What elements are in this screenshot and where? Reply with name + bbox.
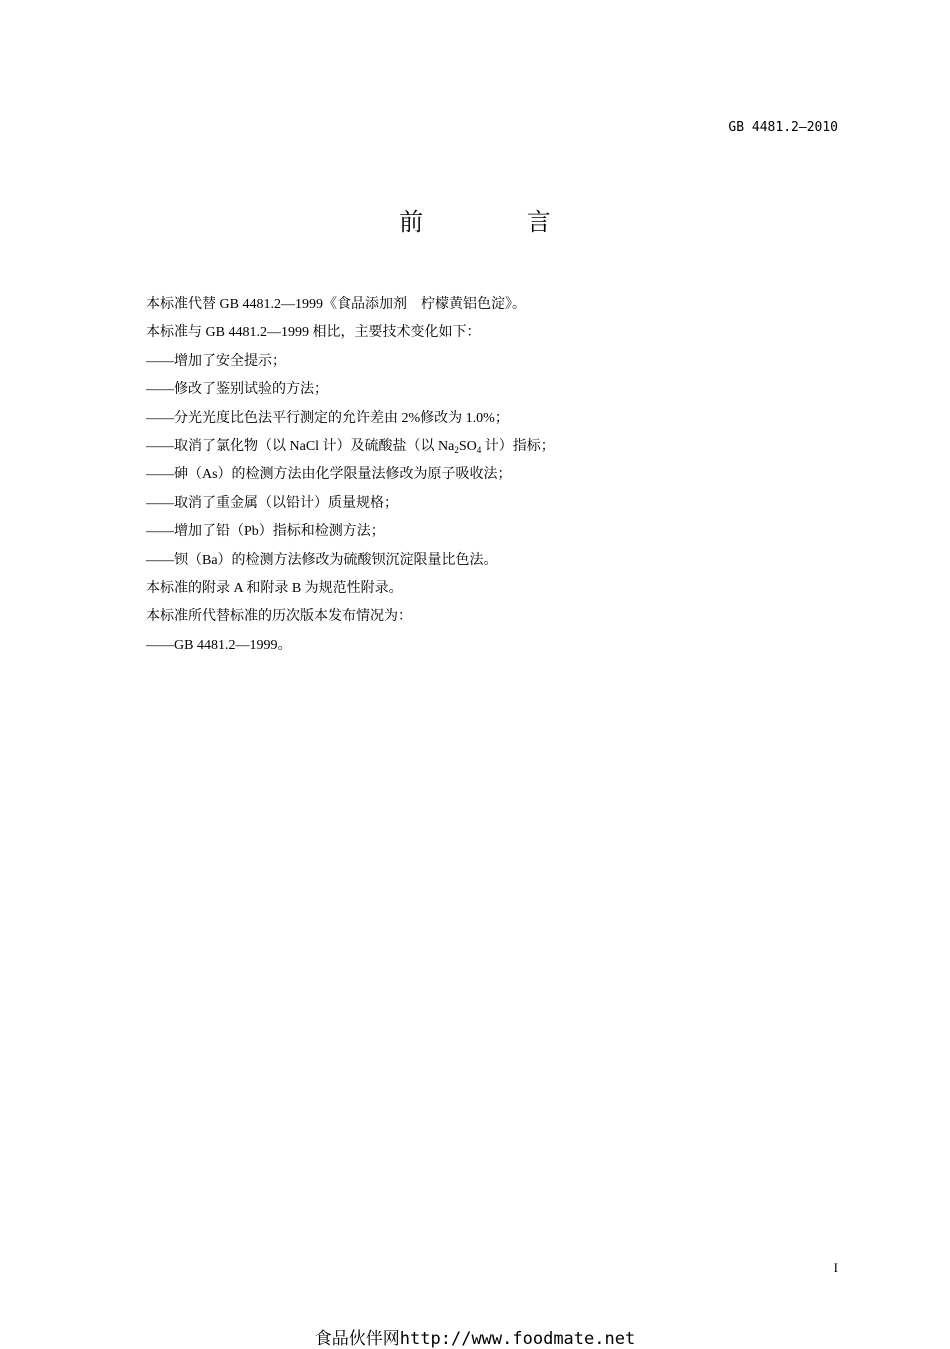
list-item: ——修改了鉴别试验的方法； (146, 382, 328, 398)
list-item: ——砷（As）的检测方法由化学限量法修改为原子吸收法； (146, 467, 512, 483)
list-item: ——钡（Ba）的检测方法修改为硫酸钡沉淀限量比色法。 (146, 552, 498, 568)
list-item (146, 433, 866, 461)
paragraph-replaces: 本标准代替 GB 4481.2—1999《食品添加剂 柠檬黄铝色淀》。 (146, 297, 526, 312)
page-title: 前 言 (399, 208, 599, 236)
subscript: 2 (454, 444, 459, 455)
footer-watermark: 食品伙伴网http://www.foodmate.net (314, 1329, 636, 1349)
list-item: ——GB 4481.2—1999。 (146, 637, 292, 653)
foreword-body (146, 291, 866, 660)
list-item: ——增加了铅（Pb）指标和检测方法； (146, 524, 385, 540)
paragraph-changes-intro: 本标准与 GB 4481.2—1999 相比，主要技术变化如下： (146, 325, 481, 341)
text-segment: SO (458, 438, 477, 454)
page-number: I (833, 1260, 838, 1275)
standard-code: GB 4481.2—2010 (728, 120, 838, 135)
paragraph-history: 本标准所代替标准的历次版本发布情况为： (146, 609, 412, 625)
subscript: 4 (476, 444, 482, 455)
list-item: ——取消了重金属（以铅计）质量规格； (146, 495, 398, 511)
text-segment: ——取消了氯化物（以 NaCl 计）及硫酸盐（以 Na (146, 438, 455, 454)
paragraph-annex: 本标准的附录 A 和附录 B 为规范性附录。 (146, 580, 403, 596)
list-item: ——分光光度比色法平行测定的允许差由 2%修改为 1.0%； (146, 410, 509, 426)
text-segment: 计）指标； (481, 438, 555, 454)
list-item: ——增加了安全提示； (146, 353, 286, 369)
